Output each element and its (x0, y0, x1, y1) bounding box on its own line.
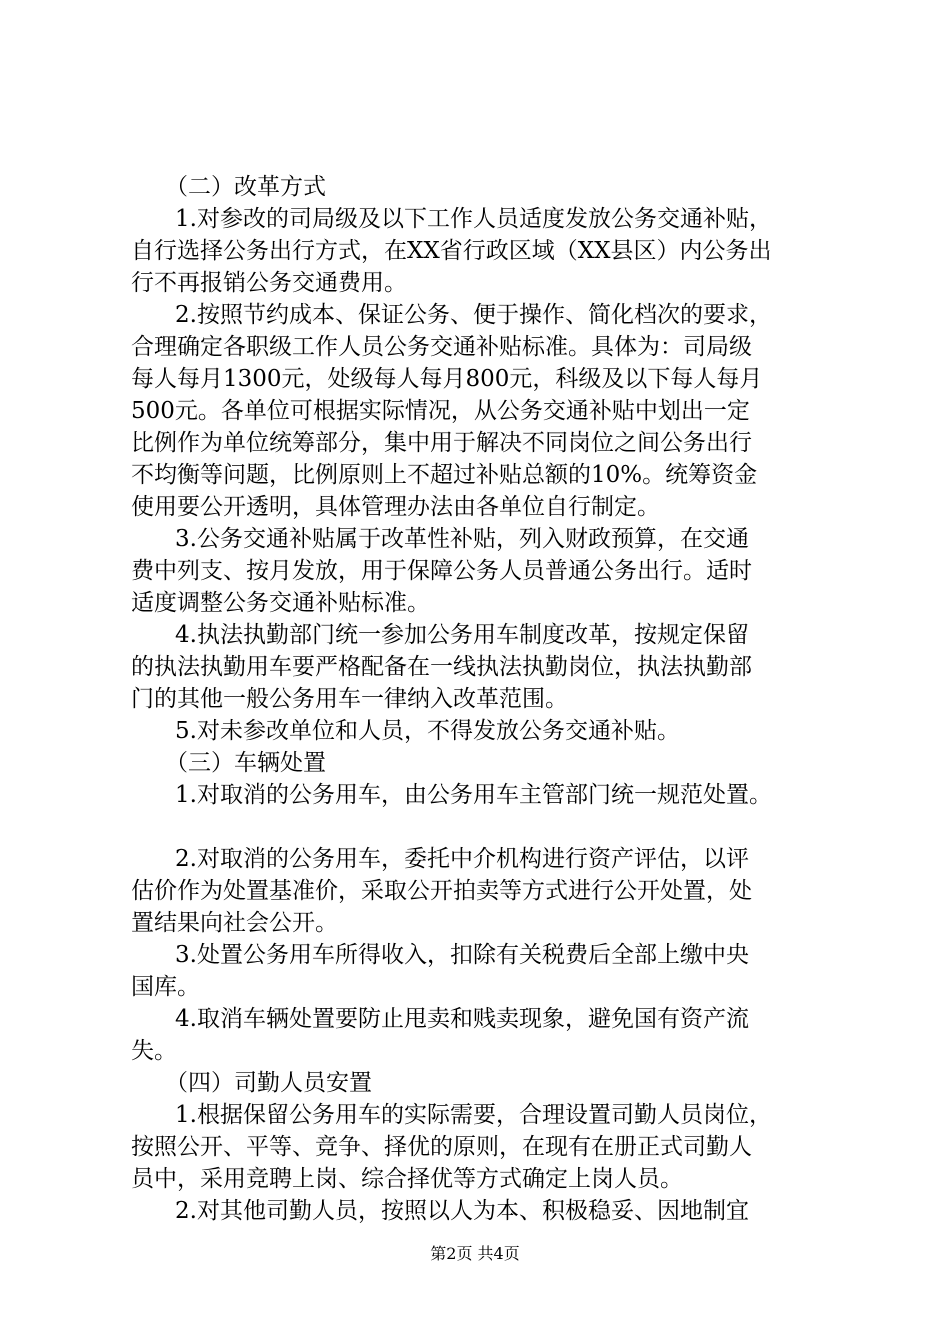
paragraph-line: 国库。 (131, 974, 200, 1000)
paragraph-line: 4.执法执勤部门统一参加公务用车制度改革，按规定保留 (175, 622, 749, 648)
section-heading-driver-placement: （四）司勤人员安置 (165, 1070, 372, 1096)
document-body (131, 171, 831, 1227)
paragraph-line: 自行选择公务出行方式，在XX省行政区域（XX县区）内公务出 (131, 238, 772, 264)
paragraph-line: 的执法执勤用车要严格配备在一线执法执勤岗位，执法执勤部 (131, 654, 752, 680)
paragraph-line: 3.公务交通补贴属于改革性补贴，列入财政预算，在交通 (175, 526, 749, 552)
paragraph-line: 4.取消车辆处置要防止甩卖和贱卖现象，避免国有资产流 (175, 1006, 749, 1032)
page-number-footer: 第2页 共4页 (430, 1244, 520, 1263)
paragraph-line: 500元。各单位可根据实际情况，从公务交通补贴中划出一定 (131, 398, 750, 424)
paragraph-line: 行不再报销公务交通费用。 (131, 270, 407, 296)
paragraph-line: 2.按照节约成本、保证公务、便于操作、简化档次的要求， (175, 302, 772, 328)
paragraph-line: 估价作为处置基准价，采取公开拍卖等方式进行公开处置，处 (131, 878, 752, 904)
paragraph-line: 员中，采用竞聘上岗、综合择优等方式确定上岗人员。 (131, 1166, 683, 1192)
paragraph-line: 比例作为单位统筹部分，集中用于解决不同岗位之间公务出行 (131, 430, 752, 456)
paragraph-line: 使用要公开透明，具体管理办法由各单位自行制定。 (131, 494, 660, 520)
paragraph-line: 2.对取消的公务用车，委托中介机构进行资产评估，以评 (175, 846, 749, 872)
paragraph-line: 适度调整公务交通补贴标准。 (131, 590, 430, 616)
paragraph-line: 1.对取消的公务用车，由公务用车主管部门统一规范处置。 (175, 782, 772, 808)
paragraph-line: 2.对其他司勤人员，按照以人为本、积极稳妥、因地制宜 (175, 1198, 749, 1224)
section-heading-vehicle-disposal: （三）车辆处置 (165, 750, 326, 776)
paragraph-line: 5.对未参改单位和人员，不得发放公务交通补贴。 (175, 718, 680, 744)
paragraph-line: 1.对参改的司局级及以下工作人员适度发放公务交通补贴， (175, 206, 772, 232)
paragraph-line: 失。 (131, 1038, 177, 1064)
paragraph-line: 不均衡等问题，比例原则上不超过补贴总额的10%。统筹资金 (131, 462, 758, 488)
paragraph-line: 门的其他一般公务用车一律纳入改革范围。 (131, 686, 568, 712)
paragraph-line: 费中列支、按月发放，用于保障公务人员普通公务出行。适时 (131, 558, 752, 584)
paragraph-line: 按照公开、平等、竞争、择优的原则，在现有在册正式司勤人 (131, 1134, 752, 1160)
paragraph-line: 合理确定各职级工作人员公务交通补贴标准。具体为：司局级 (131, 334, 752, 360)
paragraph-line: 置结果向社会公开。 (131, 910, 338, 936)
paragraph-line: 3.处置公务用车所得收入，扣除有关税费后全部上缴中央 (175, 942, 749, 968)
paragraph-line: 1.根据保留公务用车的实际需要，合理设置司勤人员岗位， (175, 1102, 772, 1128)
paragraph-line: 每人每月1300元，处级每人每月800元，科级及以下每人每月 (131, 366, 763, 392)
section-heading-reform-method: （二）改革方式 (165, 174, 326, 200)
blank-line (131, 811, 831, 843)
